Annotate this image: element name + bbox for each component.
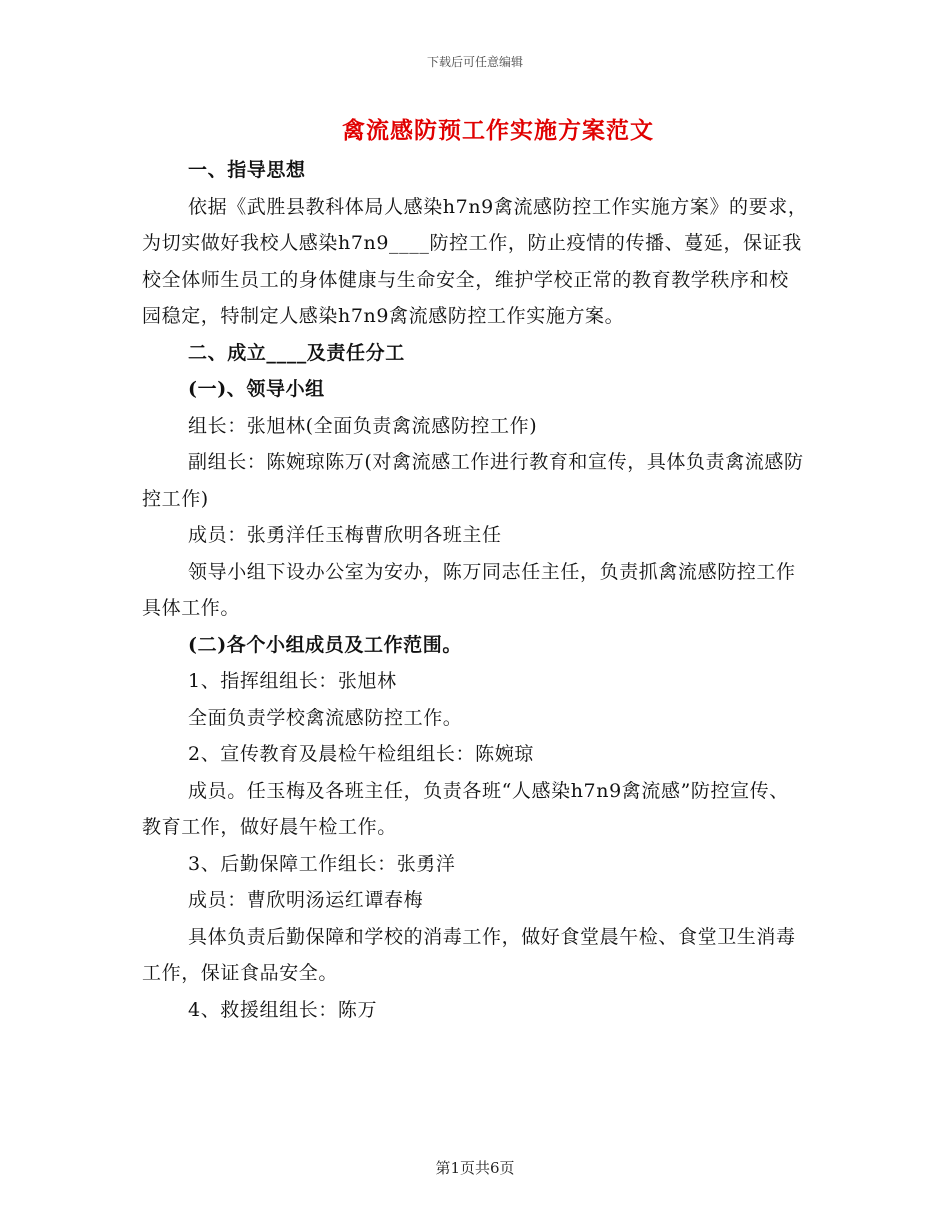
paragraph-5: 副组长：陈婉琼陈万(对禽流感工作进行教育和宣传，具体负责禽流感防控工作) xyxy=(142,451,804,510)
paragraph-2: 二、成立____及责任分工 xyxy=(188,341,405,364)
page-footer: 第1页共6页 xyxy=(435,1159,515,1177)
paragraph-12: 成员。任玉梅及各班主任，负责各班“人感染h7n9禽流感”防控宣传、教育工作，做好晨午检工作。 xyxy=(142,779,789,838)
paragraph-11: 2、宣传教育及晨检午检组组长：陈婉琼 xyxy=(188,743,534,765)
document-title: 禽流感防预工作实施方案范文 xyxy=(342,117,654,144)
paragraph-0: 一、指导思想 xyxy=(188,159,306,181)
paragraph-10: 全面负责学校禽流感防控工作。 xyxy=(188,706,463,729)
paragraph-7: 领导小组下设办公室为安办，陈万同志任主任，负责抓禽流感防控工作具体工作。 xyxy=(142,560,796,619)
paragraph-9: 1、指挥组组长：张旭林 xyxy=(188,670,397,692)
paragraph-6: 成员：张勇洋任玉梅曹欣明各班主任 xyxy=(188,524,502,546)
paragraph-13: 3、后勤保障工作组长：张勇洋 xyxy=(188,852,456,875)
header-note: 下载后可任意编辑 xyxy=(426,55,523,69)
paragraph-16: 4、救援组组长：陈万 xyxy=(188,998,378,1021)
paragraph-15: 具体负责后勤保障和学校的消毒工作，做好食堂晨午检、食堂卫生消毒工作，保证食品安全。 xyxy=(142,925,796,984)
document-body xyxy=(142,152,808,1028)
paragraph-1: 依据《武胜县教科体局人感染h7n9禽流感防控工作实施方案》的要求，为切实做好我校人感染h7n9____防控工作，防止疫情的传播、蔓延，保证我校全体师生员工的身体健康与生命安全，维护学校正常的教育教学秩序和校园稳定，特制定人感染h7n9禽流感防控工作实施方案。 xyxy=(142,195,808,327)
paragraph-3: (一)、领导小组 xyxy=(188,378,325,400)
paragraph-8: (二)各个小组成员及工作范围。 xyxy=(188,633,462,656)
paragraph-14: 成员：曹欣明汤运红谭春梅 xyxy=(188,889,424,911)
paragraph-4: 组长：张旭林(全面负责禽流感防控工作) xyxy=(188,414,538,437)
